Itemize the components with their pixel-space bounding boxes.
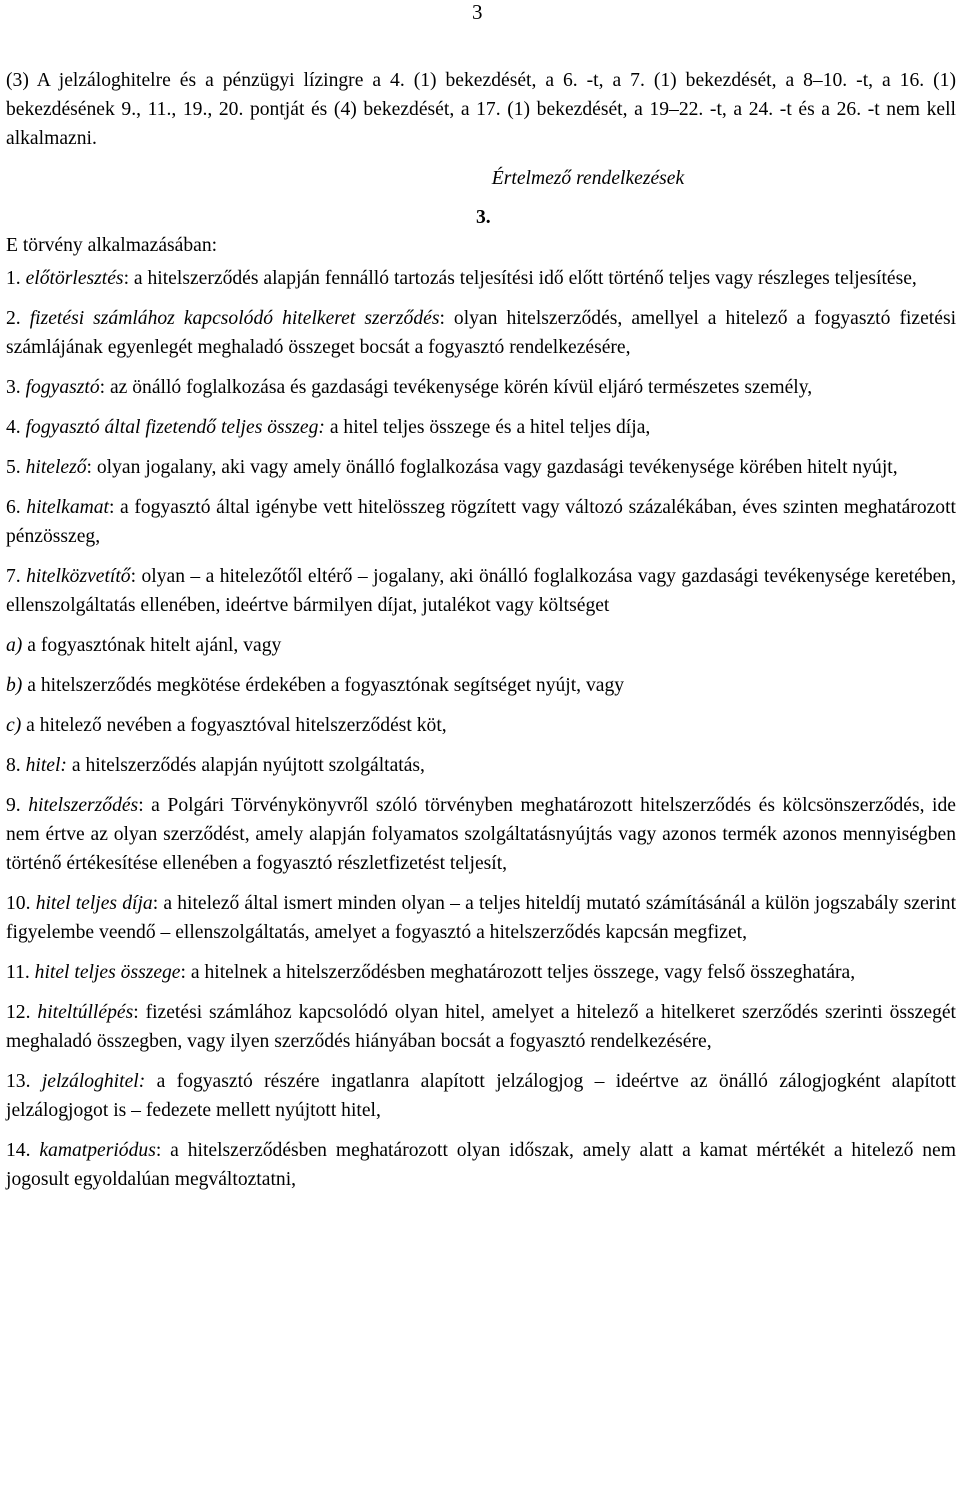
definition-item: 11. hitel teljes összege: a hitelnek a hitelszerződésben meghatározott teljes összege, vagy felső összeghatára, xyxy=(6,962,856,983)
definition-term: hiteltúllépés xyxy=(37,1002,134,1023)
definition-item: 9. hitelszerződés: a Polgári Törvénykönyvről szóló törvényben meghatározott hitelszerződés és kölcsönszerződés, ide nem értve az olyan szerződést, amely alapján folyamatos szolgáltatásnyújtás vagy azonos termék azonos mennyiségben történő értékesítése ellenében a fogyasztó részletfizetést teljesít, xyxy=(6,795,956,874)
page-number: 3 xyxy=(472,0,483,24)
definition-subitem: a) a fogyasztónak hitelt ajánl, vagy xyxy=(6,635,282,656)
definition-item: 12. hiteltúllépés: fizetési számlához kapcsolódó olyan hitel, amelyet a hitelező a hitelkeret szerződés szerinti összegét meghaladó összegben, vagy ilyen szerződés hiányában bocsát a fogyasztó rendelkezésére, xyxy=(6,1002,957,1052)
subitem-letter: a) xyxy=(6,635,23,656)
section-number: 3. xyxy=(476,207,491,228)
subitem-letter: b) xyxy=(6,675,23,696)
definition-term: hitelező xyxy=(25,457,87,478)
document-body xyxy=(6,66,956,1194)
definition-item: 3. fogyasztó: az önálló foglalkozása és gazdasági tevékenysége körén kívül eljáró természetes személy, xyxy=(6,377,813,398)
definition-item: 10. hitel teljes díja: a hitelező által ismert minden olyan – a teljes hiteldíj mutató számításánál a külön jogszabály szerint figyelembe veendő – ellenszolgáltatás, amelyet a fogyasztó a hitelszerződés kapcsán megfizet, xyxy=(6,893,957,943)
definition-item: 1. előtörlesztés: a hitelszerződés alapján fennálló tartozás teljesítési idő előtt történő teljes vagy részleges teljesítése, xyxy=(6,268,917,289)
definition-list xyxy=(6,264,956,1194)
definition-item: 4. fogyasztó által fizetendő teljes összeg: a hitel teljes összege és a hitel teljes díja, xyxy=(6,417,651,438)
definition-item: 8. hitel: a hitelszerződés alapján nyújtott szolgáltatás, xyxy=(6,755,425,776)
definition-term: jelzáloghitel: xyxy=(41,1071,146,1092)
definition-item: 6. hitelkamat: a fogyasztó által igénybe vett hitelösszeg rögzített vagy változó százalékában, éves szinten meghatározott pénzösszeg, xyxy=(6,497,956,547)
definition-item: 5. hitelező: olyan jogalany, aki vagy amely önálló foglalkozása vagy gazdasági tevékenysége körében hitelt nyújt, xyxy=(6,457,898,478)
section-intro: E törvény alkalmazásában: xyxy=(6,235,218,256)
definition-term: hitel teljes összege xyxy=(34,962,181,983)
definition-term: előtörlesztés xyxy=(25,268,124,289)
section-subtitle: Értelmező rendelkezések xyxy=(491,168,685,189)
definition-term: fogyasztó által fizetendő teljes összeg: xyxy=(25,417,325,438)
section-header xyxy=(6,203,956,261)
intro-paragraph: (3) A jelzáloghitelre és a pénzügyi lízingre a 4. (1) bekezdését, a 6. -t, a 7. (1) bekezdését, a 8–10. -t, a 16. (1) bekezdésének 9., 11., 19., 20. pontját és (4) bekezdését, a 17. (1) bekezdését, a 19–22. -t, a 24. -t és a 26. -t nem kell alkalmazni. xyxy=(6,70,956,149)
definition-term: hitel: xyxy=(25,755,67,776)
definition-item: 2. fizetési számlához kapcsolódó hitelkeret szerződés: olyan hitelszerződés, amellyel a hitelező a fogyasztó fizetési számlájának egyenlegét meghaladó összeget bocsát a fogyasztó rendelkezésére, xyxy=(6,308,957,358)
definition-term: hitelkamat xyxy=(26,497,110,518)
definition-subitem: c) a hitelező nevében a fogyasztóval hitelszerződést köt, xyxy=(6,715,447,736)
definition-item: 14. kamatperiódus: a hitelszerződésben meghatározott olyan időszak, amely alatt a kamat mértékét a hitelező nem jogosult egyoldalúan megváltoztatni, xyxy=(6,1140,956,1190)
definition-term: fizetési számlához kapcsolódó hitelkeret szerződés xyxy=(29,308,440,329)
definition-term: hitelközvetítő xyxy=(26,566,131,587)
subitem-letter: c) xyxy=(6,715,22,736)
definition-term: hitel teljes díja xyxy=(35,893,153,914)
definition-term: fogyasztó xyxy=(25,377,100,398)
definition-item: 7. hitelközvetítő: olyan – a hitelezőtől eltérő – jogalany, aki önálló foglalkozása vagy gazdasági tevékenysége keretében, ellenszolgáltatás ellenében, ideértve bármilyen díjat, jutalékot vagy költséget xyxy=(6,566,957,616)
definition-term: hitelszerződés xyxy=(28,795,139,816)
definition-item: 13. jelzáloghitel: a fogyasztó részére ingatlanra alapított jelzálogjog – ideértve az önálló zálogjogként alapított jelzálogjogot is – fedezete mellett nyújtott hitel, xyxy=(6,1071,956,1121)
definition-term: kamatperiódus xyxy=(39,1140,156,1161)
definition-subitem: b) a hitelszerződés megkötése érdekében a fogyasztónak segítséget nyújt, vagy xyxy=(6,675,625,696)
